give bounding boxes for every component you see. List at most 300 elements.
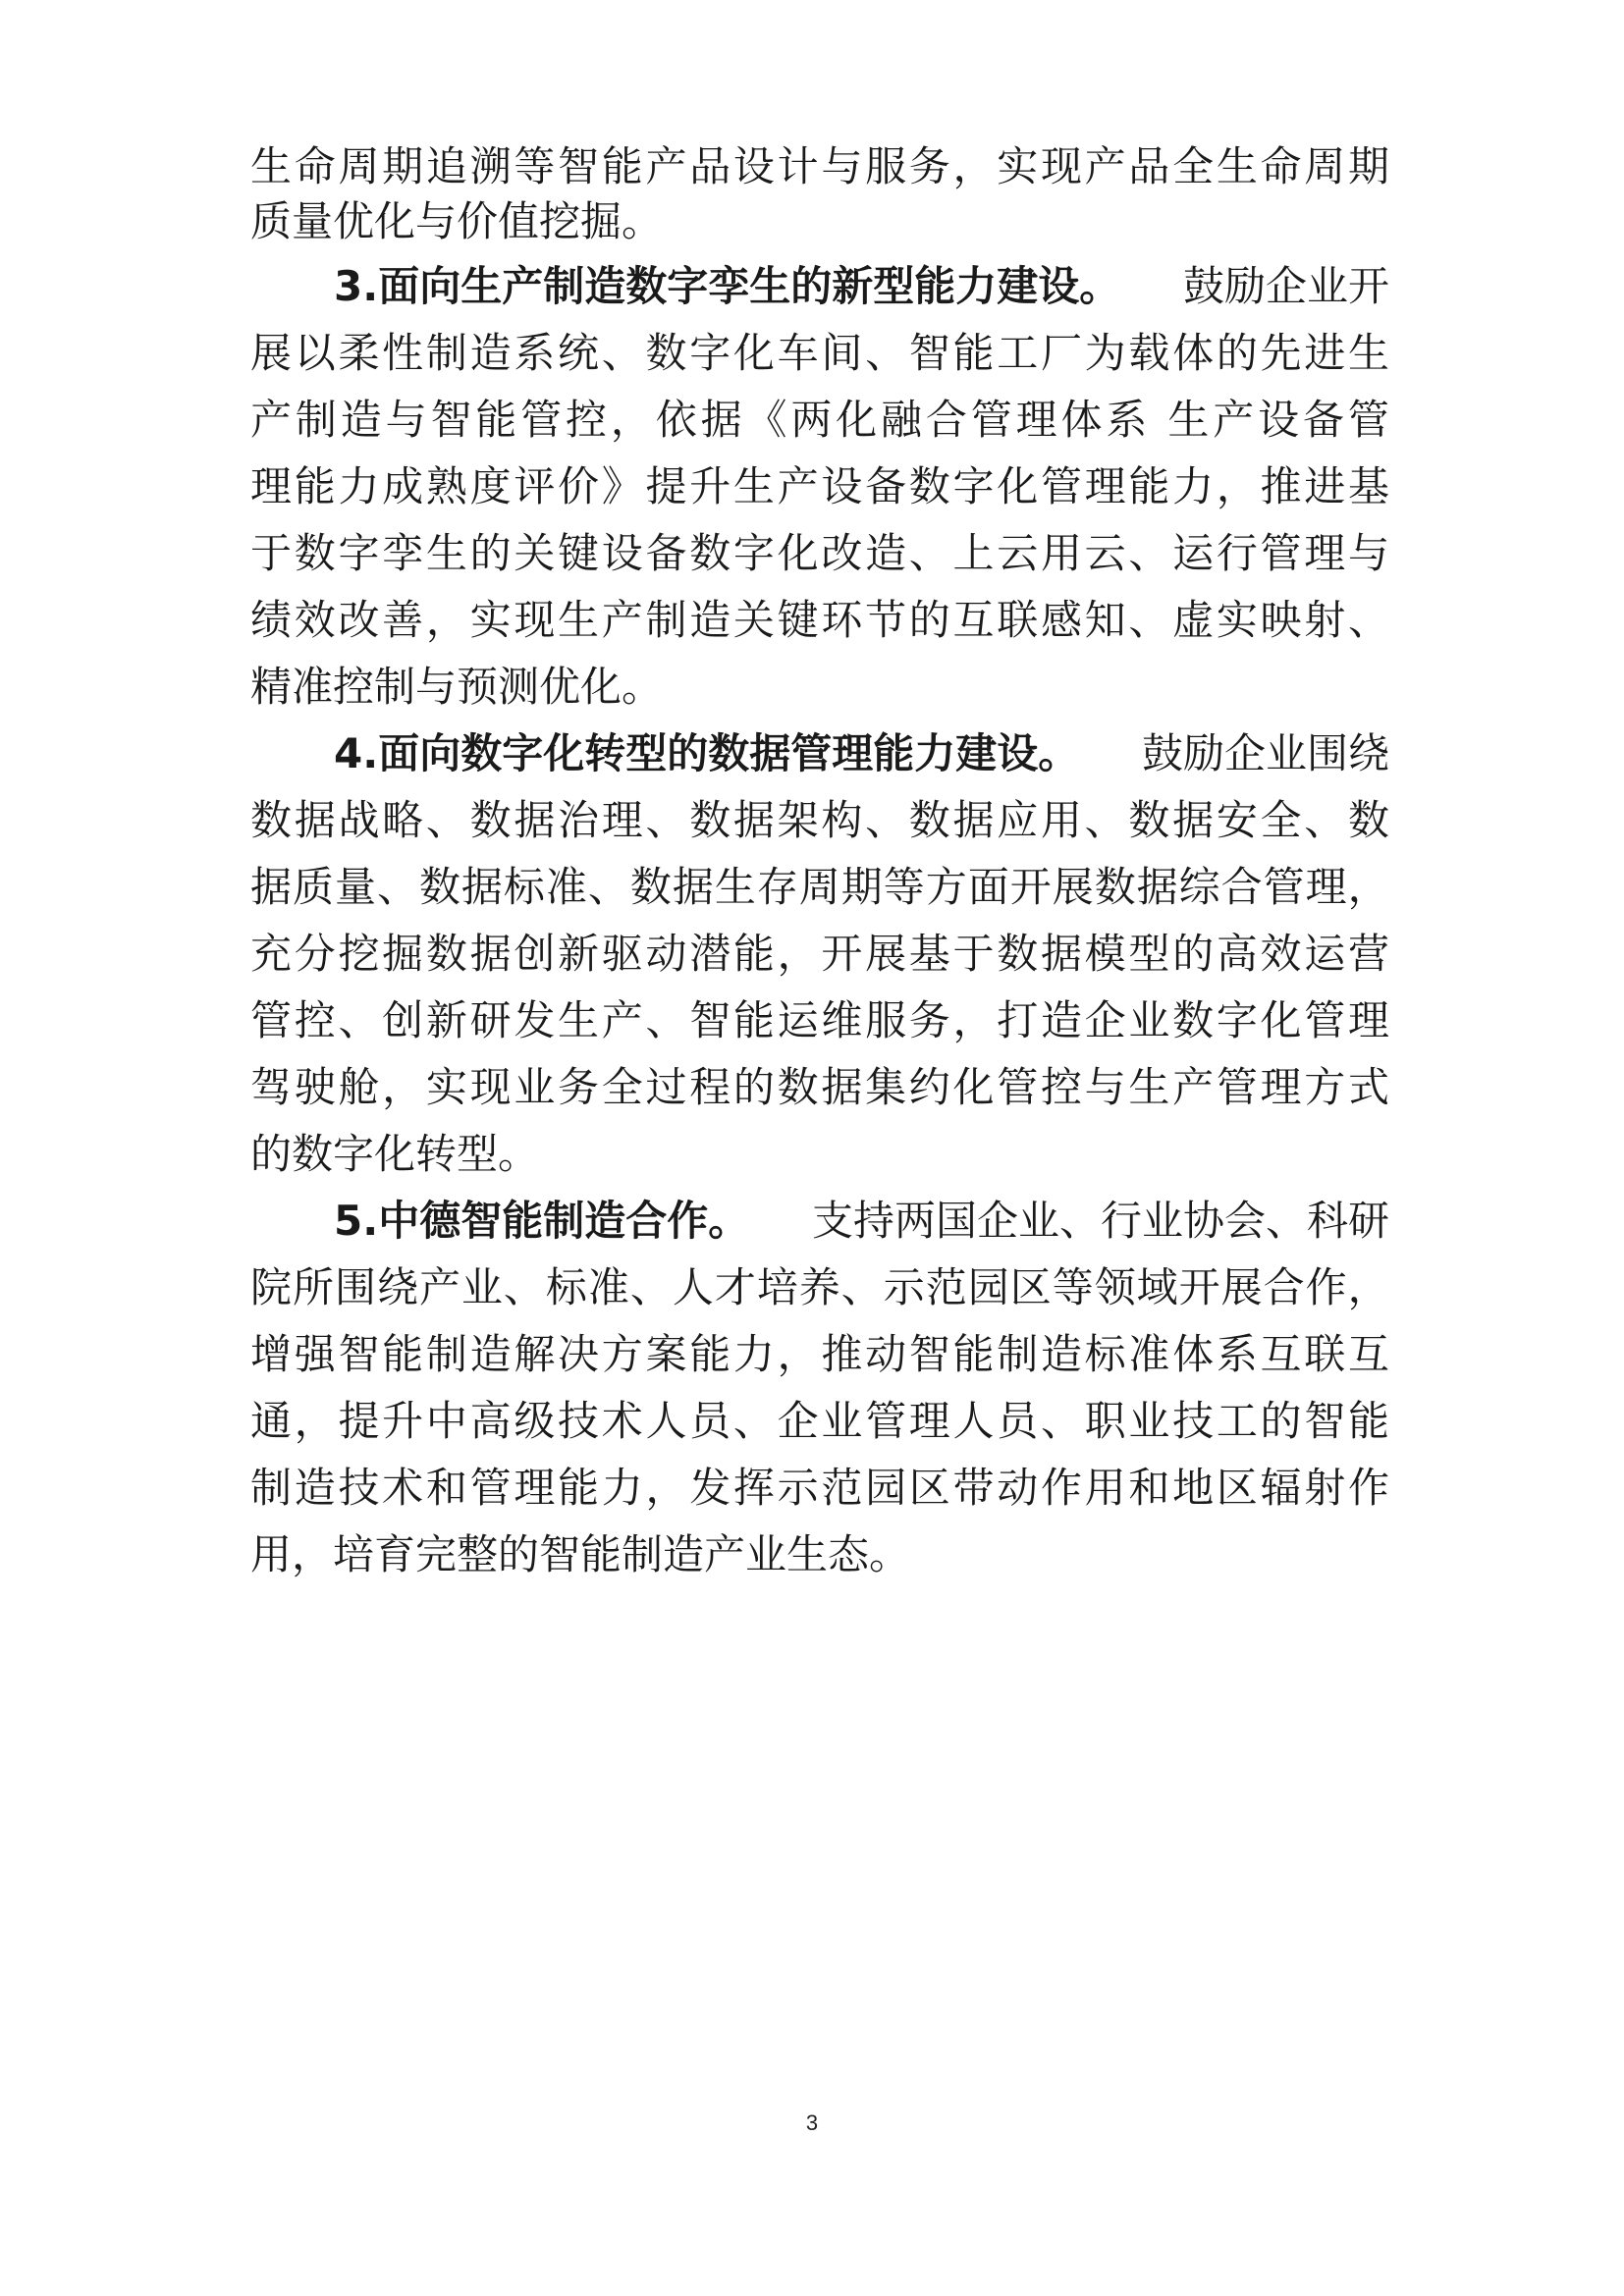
glyph: 打	[997, 996, 1039, 1044]
glyph: 能	[1128, 462, 1170, 510]
glyph: 《	[745, 396, 787, 444]
glyph: 院	[250, 1263, 293, 1311]
glyph: 务	[558, 1063, 600, 1111]
glyph: 展	[250, 329, 293, 377]
glyph: 标	[545, 1263, 587, 1311]
glyph: 高	[1216, 930, 1258, 978]
body-line	[250, 1058, 1389, 1117]
glyph: 理	[1304, 529, 1346, 577]
glyph: 据	[952, 796, 995, 844]
glyph: 服	[865, 142, 907, 190]
glyph: 用	[1084, 1464, 1126, 1512]
glyph: 级	[514, 1397, 556, 1445]
glyph: 中	[425, 1397, 467, 1445]
glyph: 融	[881, 396, 923, 444]
glyph: 示	[777, 1464, 819, 1512]
glyph: 、	[1128, 596, 1170, 644]
glyph: 期	[1347, 142, 1389, 190]
glyph: 应	[997, 796, 1039, 844]
glyph: 、	[601, 329, 643, 377]
glyph: 力	[338, 462, 380, 510]
glyph: 互	[1347, 1330, 1389, 1378]
glyph: 技	[1172, 1397, 1215, 1445]
glyph: 生	[732, 462, 775, 510]
glyph: 管	[970, 396, 1012, 444]
glyph: 力	[601, 1464, 643, 1512]
glyph: 环	[821, 596, 863, 644]
section-5-first-line	[334, 1192, 1389, 1251]
glyph: 、	[1084, 796, 1126, 844]
body-text: 鼓励企业开	[1182, 262, 1389, 310]
glyph: 为	[1084, 329, 1126, 377]
glyph: 改	[821, 529, 863, 577]
glyph: 智	[689, 996, 731, 1044]
glyph: 智	[1304, 1397, 1346, 1445]
glyph: 先	[1260, 329, 1302, 377]
glyph: 推	[821, 1330, 863, 1378]
glyph: 、	[425, 796, 467, 844]
glyph: 射	[1304, 1464, 1346, 1512]
glyph: 生	[1167, 396, 1210, 444]
glyph: 系	[1106, 396, 1148, 444]
glyph: 实	[997, 142, 1039, 190]
glyph: 数	[418, 863, 460, 911]
glyph: 期	[382, 142, 424, 190]
glyph: 掘	[382, 930, 424, 978]
glyph: 员	[997, 1397, 1039, 1445]
section-3-heading: 3.面向生产制造数字孪生的新型能力建设。	[334, 262, 1121, 310]
glyph: 数	[294, 529, 336, 577]
glyph: 虚	[1172, 596, 1215, 644]
body-text: 鼓励企业围绕	[1141, 729, 1389, 777]
glyph: 上	[952, 529, 995, 577]
glyph: 力	[732, 1330, 775, 1378]
glyph: 字	[338, 529, 380, 577]
glyph: 产	[601, 996, 643, 1044]
glyph: 与	[1084, 1063, 1126, 1111]
glyph: 智	[908, 1330, 950, 1378]
glyph: 动	[865, 1330, 907, 1378]
glyph: 管	[1263, 863, 1305, 911]
glyph: 据	[700, 396, 742, 444]
glyph: 关	[514, 529, 556, 577]
glyph: 服	[865, 996, 907, 1044]
body-line: 精准控制与预测优化。	[250, 663, 664, 711]
glyph: 管	[1260, 529, 1302, 577]
glyph: 理	[908, 1397, 950, 1445]
glyph: 能	[294, 462, 336, 510]
glyph: 制	[295, 396, 337, 444]
glyph: 字	[952, 462, 995, 510]
glyph: 所	[292, 1263, 334, 1311]
glyph: 养	[798, 1263, 840, 1311]
glyph: 业	[514, 1063, 556, 1111]
glyph: 管	[520, 396, 563, 444]
glyph: 架	[777, 796, 819, 844]
glyph: 管	[1304, 996, 1346, 1044]
glyph: 、	[587, 863, 629, 911]
glyph: 带	[952, 1464, 995, 1512]
glyph: 维	[821, 996, 863, 1044]
glyph: 数	[908, 462, 950, 510]
glyph: 体	[1172, 1330, 1215, 1378]
glyph: 改	[338, 596, 380, 644]
glyph: 化	[997, 462, 1039, 510]
glyph: 挖	[338, 930, 380, 978]
glyph: 据	[1136, 863, 1178, 911]
glyph: 创	[514, 930, 556, 978]
glyph: 园	[967, 1263, 1009, 1311]
glyph: 升	[689, 462, 731, 510]
glyph: 实	[469, 596, 512, 644]
glyph: 能	[732, 996, 775, 1044]
glyph: 、	[865, 329, 907, 377]
glyph: 与	[385, 396, 427, 444]
glyph: 理	[250, 462, 293, 510]
glyph: 准	[587, 1263, 629, 1311]
body-text: 支持两国企业、行业协会、科研	[811, 1197, 1389, 1245]
glyph: 、	[840, 1263, 883, 1311]
glyph: 化	[732, 329, 775, 377]
glyph: 作	[1040, 1464, 1082, 1512]
glyph: 键	[558, 529, 600, 577]
glyph: 提	[645, 462, 687, 510]
glyph: 、	[1040, 1397, 1082, 1445]
glyph: 决	[558, 1330, 600, 1378]
glyph: 效	[1260, 930, 1302, 978]
glyph: 善	[382, 596, 424, 644]
glyph: 管	[469, 1464, 512, 1512]
glyph: 据	[250, 863, 293, 911]
glyph: 造	[469, 329, 512, 377]
glyph: 据	[294, 796, 336, 844]
glyph: 键	[777, 596, 819, 644]
glyph: 开	[821, 930, 863, 978]
glyph: 性	[382, 329, 424, 377]
body-line	[250, 137, 1389, 196]
glyph: 方	[1304, 1063, 1346, 1111]
glyph: 于	[250, 529, 293, 577]
glyph: 安	[1216, 796, 1258, 844]
glyph: 业	[1128, 1397, 1170, 1445]
glyph: 据	[1172, 796, 1215, 844]
glyph: 战	[338, 796, 380, 844]
glyph: 生	[558, 596, 600, 644]
glyph: 能	[558, 1464, 600, 1512]
glyph: 作	[1305, 1263, 1347, 1311]
glyph: 展	[1052, 863, 1094, 911]
glyph: 系	[514, 329, 556, 377]
glyph: 绩	[250, 596, 293, 644]
glyph: 域	[1136, 1263, 1178, 1311]
glyph: 实	[1216, 596, 1258, 644]
glyph: 、	[338, 996, 380, 1044]
glyph: 业	[821, 1397, 863, 1445]
glyph: 量	[334, 863, 376, 911]
glyph: 产	[645, 142, 687, 190]
glyph: 品	[1128, 142, 1170, 190]
glyph: 领	[1094, 1263, 1136, 1311]
glyph: 字	[689, 329, 731, 377]
glyph: 两	[790, 396, 833, 444]
glyph: 全	[1172, 142, 1215, 190]
glyph: 能	[1347, 1397, 1389, 1445]
glyph: 现	[469, 1063, 512, 1111]
glyph: 能	[732, 930, 775, 978]
glyph: 人	[952, 1397, 995, 1445]
glyph: 合	[1263, 1263, 1305, 1311]
glyph: 创	[382, 996, 424, 1044]
glyph: 与	[821, 142, 863, 190]
glyph: 园	[865, 1464, 907, 1512]
glyph: 成	[382, 462, 424, 510]
section-3-first-line	[334, 257, 1389, 316]
glyph: 孪	[382, 529, 424, 577]
glyph: 合	[925, 396, 967, 444]
glyph: 数	[469, 796, 512, 844]
glyph: 周	[798, 863, 840, 911]
glyph: 开	[1009, 863, 1052, 911]
glyph: 数	[689, 529, 731, 577]
glyph: 略	[382, 796, 424, 844]
glyph: ，	[777, 1330, 819, 1378]
glyph: 、	[645, 796, 687, 844]
glyph: 产	[250, 396, 293, 444]
section-4-first-line	[334, 724, 1389, 783]
glyph: 备	[645, 529, 687, 577]
glyph: 数	[1128, 796, 1170, 844]
glyph: 、	[1347, 596, 1389, 644]
glyph: 制	[425, 1330, 467, 1378]
glyph: 数	[1347, 796, 1389, 844]
glyph: 射	[1304, 596, 1346, 644]
glyph: 存	[756, 863, 798, 911]
glyph: 化	[836, 396, 878, 444]
glyph: 进	[1304, 329, 1346, 377]
glyph: 、	[908, 529, 950, 577]
glyph: 智	[430, 396, 472, 444]
glyph: 理	[1015, 396, 1057, 444]
glyph: 据	[514, 796, 556, 844]
glyph: 研	[469, 996, 512, 1044]
glyph: 以	[294, 329, 336, 377]
glyph: 追	[425, 142, 467, 190]
glyph: 动	[997, 1464, 1039, 1512]
glyph: 技	[558, 1397, 600, 1445]
glyph: 、	[629, 1263, 672, 1311]
glyph: 、	[503, 1263, 545, 1311]
glyph: 制	[997, 1330, 1039, 1378]
glyph: 备	[865, 462, 907, 510]
glyph: 柔	[338, 329, 380, 377]
glyph: 控	[566, 396, 608, 444]
section-5-heading: 5.中德智能制造合作。	[334, 1197, 750, 1245]
glyph: 关	[732, 596, 775, 644]
glyph: ，	[425, 596, 467, 644]
glyph: 务	[908, 996, 950, 1044]
glyph: 区	[1009, 1263, 1052, 1311]
glyph: 作	[1347, 1464, 1389, 1512]
glyph: 生	[250, 142, 293, 190]
glyph: 范	[821, 1464, 863, 1512]
glyph: 质	[292, 863, 334, 911]
glyph: 能	[952, 329, 995, 377]
glyph: 数	[425, 930, 467, 978]
glyph: 发	[514, 996, 556, 1044]
glyph: 生	[714, 863, 756, 911]
glyph: 工	[1216, 1397, 1258, 1445]
glyph: 示	[883, 1263, 925, 1311]
glyph: ，	[1216, 462, 1258, 510]
glyph: 备	[1302, 396, 1344, 444]
body-line: 的数字化转型。	[250, 1130, 540, 1178]
glyph: 运	[1172, 529, 1215, 577]
glyph: 区	[1216, 1464, 1258, 1512]
glyph: 技	[338, 1464, 380, 1512]
glyph: 熟	[425, 462, 467, 510]
glyph: 生	[558, 996, 600, 1044]
glyph: 字	[1216, 996, 1258, 1044]
glyph: ，	[952, 996, 995, 1044]
glyph: ，	[610, 396, 652, 444]
glyph: 价	[558, 462, 600, 510]
glyph: 和	[425, 1464, 467, 1512]
glyph: 制	[425, 329, 467, 377]
glyph: 业	[460, 1263, 503, 1311]
body-line	[250, 791, 1389, 850]
glyph: 系	[1216, 1330, 1258, 1378]
glyph: 驾	[250, 1063, 293, 1111]
glyph: 综	[1178, 863, 1220, 911]
body-line	[250, 1258, 1389, 1317]
glyph: 命	[1260, 142, 1302, 190]
glyph: 地	[1172, 1464, 1215, 1512]
glyph: 周	[1304, 142, 1346, 190]
glyph: 依	[655, 396, 697, 444]
glyph: 现	[514, 596, 556, 644]
glyph: 制	[250, 1464, 293, 1512]
glyph: 的	[469, 529, 512, 577]
glyph: 全	[601, 1063, 643, 1111]
glyph: 控	[294, 996, 336, 1044]
glyph: 的	[1216, 329, 1258, 377]
glyph: 务	[908, 142, 950, 190]
glyph: 产	[1213, 396, 1255, 444]
glyph: 数	[908, 796, 950, 844]
glyph: 区	[908, 1464, 950, 1512]
glyph: 节	[865, 596, 907, 644]
glyph: 行	[1216, 529, 1258, 577]
glyph: 培	[756, 1263, 798, 1311]
glyph: 管	[1040, 462, 1082, 510]
glyph: 度	[469, 462, 512, 510]
glyph: 联	[997, 596, 1039, 644]
glyph: 的	[1172, 930, 1215, 978]
body-line	[250, 457, 1389, 516]
glyph: 理	[514, 1464, 556, 1512]
glyph: 展	[1220, 1263, 1263, 1311]
glyph: 溯	[469, 142, 512, 190]
glyph: 生	[1128, 1063, 1170, 1111]
glyph: 体	[1060, 396, 1103, 444]
glyph: 提	[338, 1397, 380, 1445]
glyph: 的	[1260, 1397, 1302, 1445]
glyph: 管	[1216, 1063, 1258, 1111]
glyph: 标	[503, 863, 545, 911]
glyph: 期	[840, 863, 883, 911]
glyph: 用	[1040, 529, 1082, 577]
glyph: 与	[1347, 529, 1389, 577]
glyph: 绕	[376, 1263, 418, 1311]
page-number: 3	[805, 2110, 819, 2135]
glyph: 制	[645, 596, 687, 644]
glyph: 数	[1172, 996, 1215, 1044]
glyph: 互	[1260, 1330, 1302, 1378]
glyph: ，	[382, 1063, 424, 1111]
glyph: 设	[732, 142, 775, 190]
glyph: 围	[334, 1263, 376, 1311]
glyph: 设	[1258, 396, 1300, 444]
glyph: 工	[997, 329, 1039, 377]
glyph: 产	[777, 462, 819, 510]
glyph: 能	[475, 396, 517, 444]
glyph: 范	[925, 1263, 967, 1311]
glyph: 全	[1260, 796, 1302, 844]
glyph: 案	[645, 1330, 687, 1378]
glyph: 知	[1084, 596, 1126, 644]
glyph: 术	[601, 1397, 643, 1445]
glyph: 基	[908, 930, 950, 978]
glyph: 营	[1347, 930, 1389, 978]
glyph: 新	[558, 930, 600, 978]
glyph: 方	[925, 863, 967, 911]
glyph: 理	[1084, 462, 1126, 510]
glyph: 据	[460, 863, 503, 911]
body-line	[250, 324, 1389, 383]
glyph: 于	[952, 930, 995, 978]
body-line	[250, 591, 1389, 650]
glyph: ，	[777, 930, 819, 978]
glyph: 产	[1084, 142, 1126, 190]
glyph: 的	[732, 1063, 775, 1111]
glyph: 新	[425, 996, 467, 1044]
glyph: 生	[425, 529, 467, 577]
glyph: 云	[997, 529, 1039, 577]
glyph: 升	[382, 1397, 424, 1445]
glyph: 数	[1094, 863, 1136, 911]
glyph: 、	[1304, 796, 1346, 844]
glyph: 企	[1084, 996, 1126, 1044]
glyph: 人	[645, 1397, 687, 1445]
glyph: 潜	[689, 930, 731, 978]
body-line	[250, 858, 1389, 917]
glyph: 能	[689, 1330, 731, 1378]
glyph: ，	[645, 1464, 687, 1512]
glyph: 造	[1040, 1330, 1082, 1378]
glyph: 型	[1128, 930, 1170, 978]
glyph: 品	[689, 142, 731, 190]
glyph: 数	[997, 930, 1039, 978]
glyph: 用	[1040, 796, 1082, 844]
glyph: 产	[1172, 1063, 1215, 1111]
glyph: ，	[1347, 863, 1389, 911]
glyph: 周	[338, 142, 380, 190]
glyph: 进	[1304, 462, 1346, 510]
glyph: 造	[469, 1330, 512, 1378]
glyph: 合	[1220, 863, 1263, 911]
glyph: 管	[997, 1063, 1039, 1111]
glyph: 理	[1305, 863, 1347, 911]
